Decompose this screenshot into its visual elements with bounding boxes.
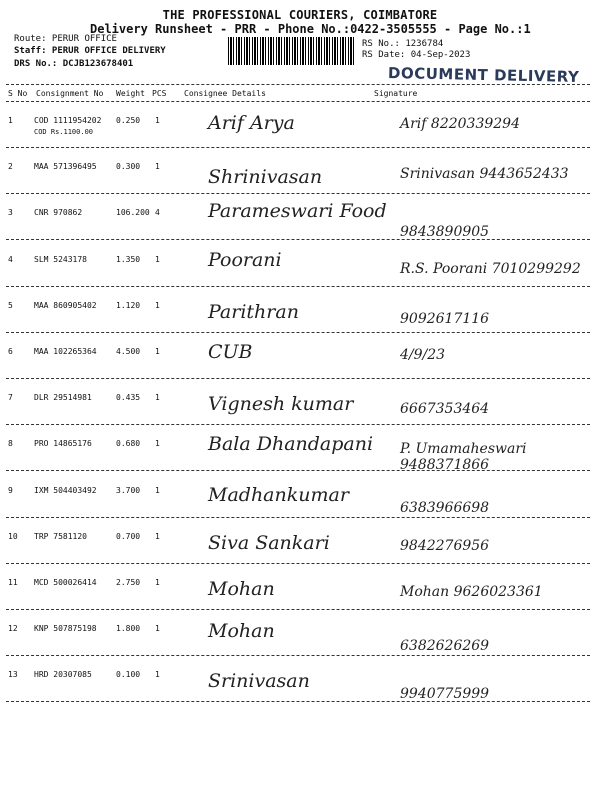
row-consignee-name: Shrinivasan: [208, 166, 323, 189]
row-pcs: 1: [155, 578, 160, 587]
document-delivery-stamp: DOCUMENT DELIVERY: [387, 63, 580, 87]
staff-label: Staff: PERUR OFFICE DELIVERY: [14, 46, 166, 56]
rs-number: RS No.: 1236784: [362, 39, 444, 49]
row-consignee-name: Bala Dhandapani: [208, 433, 374, 456]
row-weight: 1.800: [116, 624, 141, 634]
col-consignee: Consignee Details: [184, 89, 266, 98]
row-consignment-no: CNR 970862: [34, 208, 83, 218]
row-consignee-name: Arif Arya: [208, 112, 295, 134]
row-weight: 0.680: [116, 439, 141, 449]
drs-number: DRS No.: DCJB123678401: [14, 59, 134, 69]
row-signature: 6382626269: [400, 638, 490, 655]
barcode: [228, 37, 354, 65]
row-consignee-name: Vignesh kumar: [208, 393, 354, 416]
table-row: [0, 472, 600, 518]
col-pcs: PCS: [152, 89, 167, 98]
row-weight: 4.500: [116, 347, 141, 356]
col-consignment: Consignment No: [36, 89, 104, 98]
row-consignee-name: Mohan: [208, 578, 275, 600]
row-signature: Arif 8220339294: [400, 116, 520, 132]
row-consignment-no: MAA 571396495: [34, 162, 97, 172]
row-consignment-no: MAA 860905402: [34, 300, 97, 310]
row-signature: 9092617116: [400, 310, 490, 327]
row-pcs: 1: [155, 393, 160, 403]
row-signature: R.S. Poorani 7010299292: [400, 260, 581, 277]
row-pcs: 1: [155, 485, 160, 495]
row-sno: 6: [8, 347, 13, 356]
row-consignee-name: Srinivasan: [208, 670, 310, 693]
row-sno: 2: [8, 162, 13, 172]
company-title: THE PROFESSIONAL COURIERS, COIMBATORE: [162, 8, 438, 22]
runsheet-subtitle: Delivery Runsheet - PRR - Phone No.:0422-3505555 - Page No.:1: [90, 22, 531, 36]
row-sno: 7: [8, 393, 13, 403]
row-consignee-name: Parameswari Food: [208, 200, 387, 223]
table-row: [0, 518, 600, 564]
row-pcs: 4: [155, 208, 160, 218]
row-pcs: 1: [155, 116, 160, 125]
row-sno: 8: [8, 439, 13, 449]
row-sno: 3: [8, 208, 13, 218]
row-pcs: 1: [155, 254, 160, 264]
row-weight: 106.200: [116, 208, 150, 218]
table-row: [0, 656, 600, 702]
row-signature: 9842276956: [400, 537, 490, 554]
row-signature: 6383966698: [400, 499, 490, 516]
row-signature: Srinivasan 9443652433: [400, 166, 569, 183]
row-weight: 0.300: [116, 162, 141, 172]
row-weight: 1.350: [116, 254, 141, 264]
col-weight: Weight: [116, 89, 145, 98]
table-row: [0, 564, 600, 610]
table-row: [0, 102, 600, 148]
row-weight: 3.700: [116, 485, 141, 495]
col-sno: S No: [8, 89, 28, 98]
row-consignment-no: IXM 504403492: [34, 485, 97, 495]
row-weight: 0.700: [116, 531, 141, 541]
row-consignee-name: CUB: [208, 341, 253, 363]
row-consignment-no: COD 1111954202: [34, 116, 102, 125]
row-sno: 9: [8, 485, 13, 495]
row-weight: 0.435: [116, 393, 141, 403]
row-pcs: 1: [155, 439, 160, 449]
row-signature: 4/9/23: [400, 347, 446, 363]
row-consignment-no: DLR 29514981: [34, 393, 92, 403]
row-signature: 9843890905: [400, 224, 490, 241]
row-pcs: 1: [155, 300, 160, 310]
row-consignment-no: SLM 5243178: [34, 254, 87, 264]
row-weight: 0.250: [116, 116, 141, 125]
row-pcs: 1: [155, 531, 160, 541]
row-signature: 9940775999: [400, 686, 490, 703]
table-row: [0, 287, 600, 333]
row-consignment-no: TRP 7581120: [34, 531, 87, 541]
row-sno: 11: [8, 578, 18, 587]
rs-date: RS Date: 04-Sep-2023: [362, 50, 471, 60]
row-consignment-no: MCD 500026414: [34, 578, 97, 587]
row-consignee-name: Madhankumar: [208, 483, 349, 506]
row-sno: 10: [8, 531, 18, 541]
row-signature: Mohan 9626023361: [400, 584, 543, 600]
row-signature: P. Umamaheswari 9488371866: [400, 441, 527, 474]
row-sno: 5: [8, 300, 13, 310]
row-consignee-name: Poorani: [208, 248, 282, 271]
row-sno: 1: [8, 116, 13, 125]
row-consignment-no: KNP 507875198: [34, 624, 97, 634]
row-pcs: 1: [155, 670, 160, 680]
row-pcs: 1: [155, 347, 160, 356]
table-row: [0, 379, 600, 425]
row-weight: 2.750: [116, 578, 141, 587]
route-label: Route: PERUR OFFICE: [14, 34, 117, 44]
table-row: [0, 333, 600, 379]
row-weight: 1.120: [116, 300, 141, 310]
row-pcs: 1: [155, 624, 160, 634]
row-cod-amount: COD Rs.1100.00: [34, 128, 94, 136]
row-sno: 12: [8, 624, 18, 634]
row-consignee-name: Parithran: [208, 300, 299, 323]
row-consignee-name: Siva Sankari: [208, 531, 330, 554]
row-pcs: 1: [155, 162, 160, 172]
table-row: [0, 194, 600, 240]
table-row: [0, 610, 600, 656]
row-signature: 6667353464: [400, 401, 490, 418]
row-divider: [6, 701, 590, 702]
table-row: [0, 148, 600, 194]
row-weight: 0.100: [116, 670, 141, 680]
row-sno: 4: [8, 254, 13, 264]
row-sno: 13: [8, 670, 18, 680]
row-consignment-no: MAA 102265364: [34, 347, 97, 356]
row-consignment-no: HRD 20307085: [34, 670, 92, 680]
col-signature: Signature: [374, 89, 418, 98]
row-consignment-no: PRO 14865176: [34, 439, 92, 449]
table-row: [0, 425, 600, 474]
row-consignee-name: Mohan: [208, 620, 275, 643]
header-divider: [6, 84, 590, 85]
table-row: [0, 241, 600, 287]
